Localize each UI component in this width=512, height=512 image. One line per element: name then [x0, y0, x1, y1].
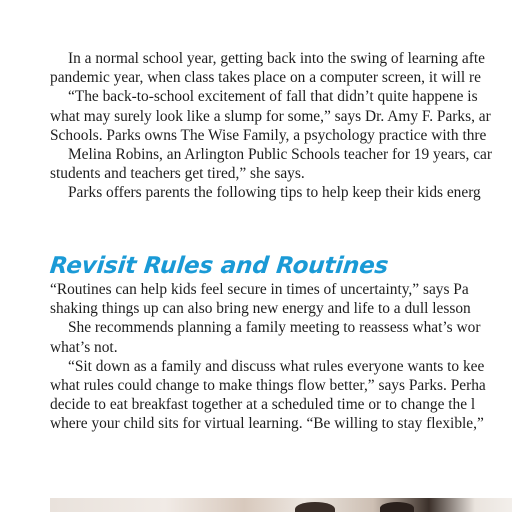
paragraph-line: She recommends planning a family meeting to reassess what’s wor — [68, 319, 481, 337]
section-heading: Revisit Rules and Routines — [48, 253, 390, 279]
paragraph-line: what’s not. — [50, 338, 118, 356]
paragraph-line: where your child sits for virtual learning. “Be willing to stay flexible,” — [50, 415, 484, 433]
photo-subject-hair — [380, 502, 414, 512]
paragraph-line: “The back-to-school excitement of fall that didn’t quite happene is — [68, 88, 478, 106]
paragraph-line: what rules could change to make things flow better,” says Parks. Perha — [50, 377, 486, 395]
paragraph-line: In a normal school year, getting back into the swing of learning afte — [68, 50, 485, 67]
paragraph-line: pandemic year, when class takes place on a computer screen, it will re — [50, 69, 481, 87]
section-text-block — [50, 280, 512, 434]
paragraph-line: students and teachers get tired,” she says. — [50, 165, 305, 183]
paragraph-line: decide to eat breakfast together at a scheduled time or to change the l — [50, 396, 476, 414]
intro-text-block — [50, 49, 512, 203]
paragraph-line: “Sit down as a family and discuss what rules everyone wants to kee — [68, 357, 485, 375]
photo-top-edge — [50, 498, 512, 512]
paragraph-line: “Routines can help kids feel secure in times of uncertainty,” says Pa — [50, 281, 469, 298]
paragraph-line: Parks offers parents the following tips to help keep their kids energ — [68, 184, 481, 202]
paragraph-line: shaking things up can also bring new energy and life to a dull lesson — [50, 300, 471, 318]
photo-subject-hair — [295, 502, 335, 512]
paragraph-line: what may surely look like a slump for some,” says Dr. Amy F. Parks, ar — [50, 107, 491, 125]
paragraph-line: Melina Robins, an Arlington Public Schools teacher for 19 years, car — [68, 146, 493, 164]
paragraph-line: Schools. Parks owns The Wise Family, a psychology practice with thre — [50, 126, 487, 144]
